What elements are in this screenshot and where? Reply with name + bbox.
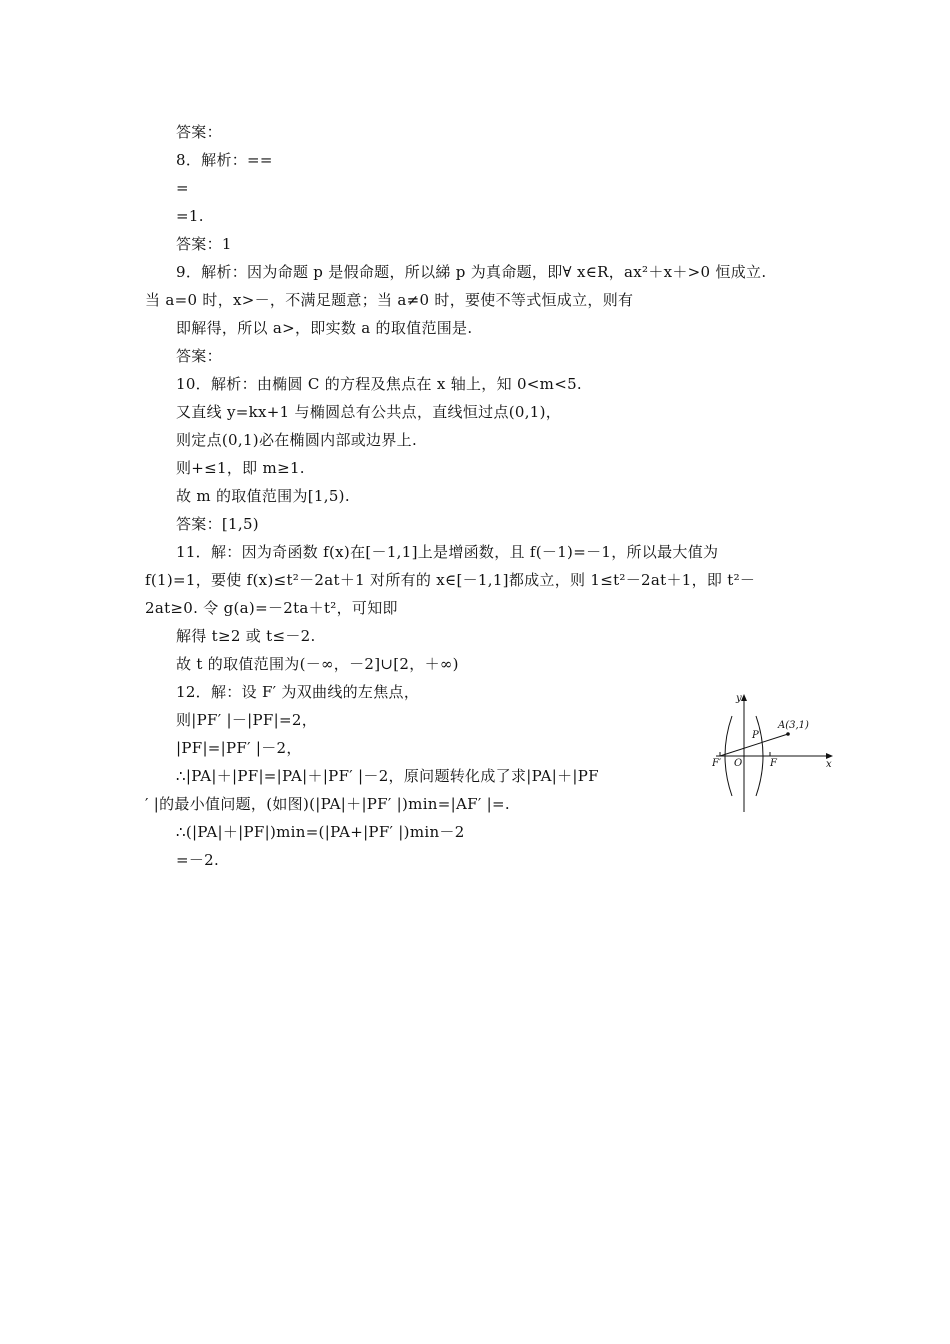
y-axis-label: y [736, 693, 742, 704]
solution-12-line-1: 12．解：设 F′ 为双曲线的左焦点， [176, 683, 420, 701]
solution-10-line-2: 又直线 y=kx+1 与椭圆总有公共点，直线恒过点(0,1)， [176, 403, 562, 421]
solution-11-line-1: 11．解：因为奇函数 f(x)在[－1,1]上是增函数，且 f(－1)=－1，所以最大值为 [176, 543, 719, 561]
solution-12-line-4: ∴|PA|＋|PF|=|PA|＋|PF′ |－2，原问题转化成了求|PA|＋|PF [176, 767, 599, 785]
focus-f-prime-label: F′ [712, 758, 722, 769]
point-a-label: A(3,1) [778, 720, 809, 731]
hyperbola-diagram [712, 686, 842, 814]
solution-12-line-3: |PF|=|PF′ |－2， [176, 739, 302, 757]
solution-8-line-2: = [176, 179, 189, 197]
x-axis-label: x [826, 759, 832, 770]
origin-o-label: O [734, 758, 743, 769]
solution-10-line-5: 故 m 的取值范围为[1,5). [176, 487, 350, 505]
point-a [786, 732, 790, 736]
answer-8: 答案：1 [176, 235, 232, 253]
solution-11-line-2: f(1)=1，要使 f(x)≤t²－2at＋1 对所有的 x∈[－1,1]都成立，则 1≤t²－2at＋1，即 t²－ [145, 571, 756, 589]
solution-11-line-4: 解得 t≥2 或 t≤－2. [176, 627, 316, 645]
solution-12-line-5: ′ |的最小值问题，(如图)(|PA|＋|PF′ |)min=|AF′ |=. [145, 795, 510, 813]
solution-9-line-1: 9．解析：因为命题 p 是假命题，所以綈 p 为真命题，即∀ x∈R，ax²＋x＋>0 恒成立. [176, 263, 767, 281]
solution-8-line-3: =1. [176, 207, 204, 225]
answer-7-label: 答案： [176, 123, 222, 141]
solution-9-line-3: 即解得，所以 a>，即实数 a 的取值范围是. [176, 319, 473, 337]
hyperbola-figure [712, 686, 842, 814]
answer-9-label: 答案： [176, 347, 222, 365]
solution-12-line-2: 则|PF′ |－|PF|=2， [176, 711, 318, 729]
solution-11-line-5: 故 t 的取值范围为(－∞，－2]∪[2，＋∞) [176, 655, 459, 673]
solution-8-line-1: 8．解析：== [176, 151, 273, 169]
solution-10-line-4: 则+≤1，即 m≥1. [176, 459, 305, 477]
point-p-label: P [752, 730, 759, 741]
solution-12-line-6: ∴(|PA|＋|PF|)min=(|PA+|PF′ |)min－2 [176, 823, 465, 841]
answer-10: 答案：[1,5) [176, 515, 259, 533]
solution-12-line-7: =－2. [176, 851, 220, 869]
solution-9-line-2: 当 a=0 时，x>－，不满足题意；当 a≠0 时，要使不等式恒成立，则有 [145, 291, 634, 309]
focus-f-label: F [770, 758, 777, 769]
solution-10-line-1: 10．解析：由椭圆 C 的方程及焦点在 x 轴上，知 0<m<5. [176, 375, 582, 393]
solution-11-line-3: 2at≥0. 令 g(a)=－2ta＋t²，可知即 [145, 599, 398, 617]
y-axis-arrow [741, 694, 747, 701]
solution-10-line-3: 则定点(0,1)必在椭圆内部或边界上. [176, 431, 418, 449]
